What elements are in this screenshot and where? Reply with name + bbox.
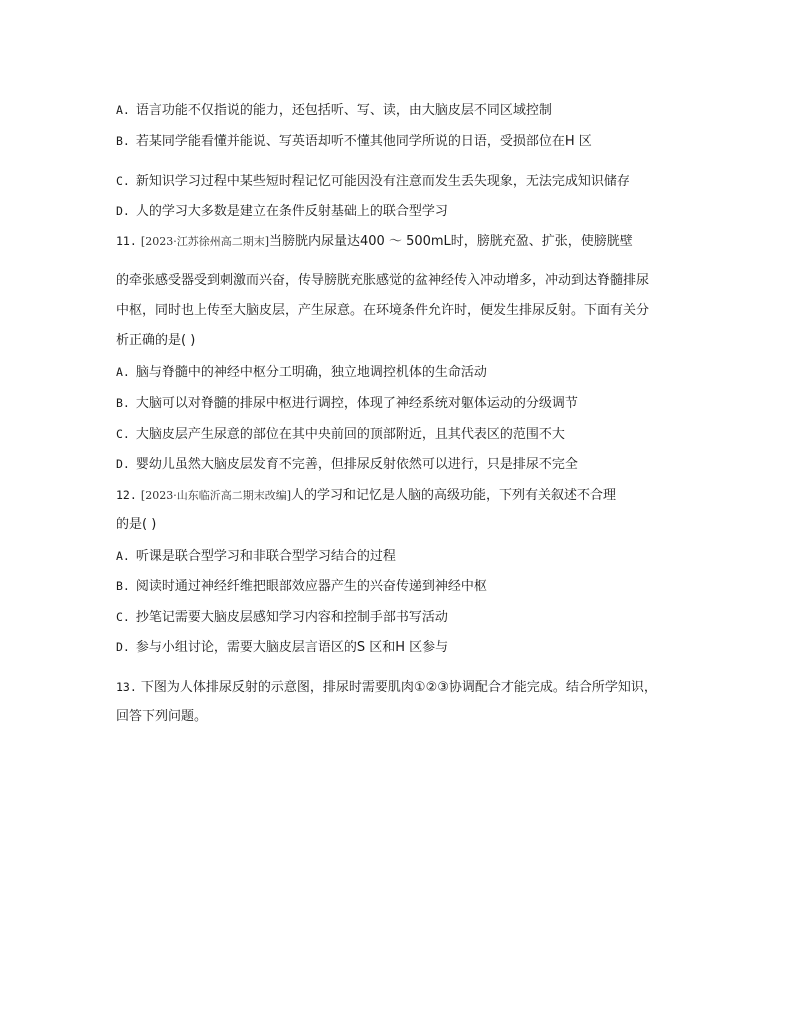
q12-option-c (116, 607, 686, 628)
q11-option-d (116, 454, 686, 475)
option-text: 婴幼儿虽然大脑皮层发育不完善，但排尿反射依然可以进行，只是排尿不完全 (135, 457, 578, 472)
stem-text: 人的学习和记忆是人脑的高级功能，下列有关叙述不合理 (291, 488, 617, 503)
q11-option-c (116, 424, 686, 445)
q11-option-a (116, 362, 686, 383)
option-text: 大脑可以对脊髓的排尿中枢进行调控，体现了神经系统对躯体运动的分级调节 (135, 396, 578, 411)
q12-option-d (116, 637, 686, 658)
stem-text: 回答下列问题。 (116, 709, 208, 724)
option-text: 听课是联合型学习和非联合型学习结合的过程 (135, 549, 396, 564)
option-text: 脑与脊髓中的神经中枢分工明确，独立地调控机体的生命活动 (135, 365, 487, 380)
option-text: 大脑皮层产生尿意的部位在其中央前回的顶部附近，且其代表区的范围不大 (135, 427, 565, 442)
option-letter: D. (116, 204, 130, 218)
q11-option-b (116, 393, 686, 414)
question-number: 13. (116, 680, 137, 694)
q10-option-d (116, 201, 686, 222)
stem-text: 的牵张感受器受到刺激而兴奋，传导膀胱充胀感觉的盆神经传入冲动增多，冲动到达脊髓排尿 (116, 273, 650, 288)
option-letter: C. (116, 427, 130, 441)
stem-text: 当膀胱内尿量达400 ～ 500mL时，膀胱充盈、扩张，使膀胱壁 (269, 234, 633, 249)
question-source: [2023·山东临沂高二期末改编] (140, 489, 291, 502)
option-text: 参与小组讨论，需要大脑皮层言语区的S 区和H 区参与 (135, 640, 449, 655)
q11-stem-line-1 (116, 231, 686, 252)
option-letter: D. (116, 640, 130, 654)
q10-option-a (116, 100, 686, 121)
q13-stem-line-1 (116, 677, 686, 698)
q12-option-b (116, 576, 686, 597)
option-letter: C. (116, 610, 130, 624)
option-letter: A. (116, 549, 130, 563)
question-number: 11. (116, 234, 137, 248)
option-text: 人的学习大多数是建立在条件反射基础上的联合型学习 (135, 204, 448, 219)
q10-option-c (116, 171, 686, 192)
q11-stem-line-3 (116, 301, 686, 321)
option-letter: A. (116, 365, 130, 379)
q11-stem-line-4 (116, 331, 686, 351)
q12-option-a (116, 546, 686, 567)
q12-stem-line-2 (116, 515, 686, 535)
stem-text: 下图为人体排尿反射的示意图，排尿时需要肌肉①②③协调配合才能完成。结合所学知识， (136, 680, 657, 695)
q10-option-b (116, 131, 686, 152)
option-text: 语言功能不仅指说的能力，还包括听、写、读，由大脑皮层不同区域控制 (135, 103, 552, 118)
question-number: 12. (116, 488, 137, 502)
option-letter: C. (116, 174, 130, 188)
q13-stem-line-2 (116, 707, 686, 727)
option-letter: A. (116, 103, 130, 117)
option-text: 若某同学能看懂并能说、写英语却听不懂其他同学所说的日语，受损部位在H 区 (135, 134, 592, 149)
q11-stem-line-2 (116, 271, 686, 291)
option-text: 抄笔记需要大脑皮层感知学习内容和控制手部书写活动 (135, 610, 448, 625)
stem-text: 中枢，同时也上传至大脑皮层，产生尿意。在环境条件允许时，便发生排尿反射。下面有关分 (116, 303, 650, 318)
option-letter: B. (116, 134, 130, 148)
q12-stem-line-1 (116, 485, 686, 506)
option-text: 新知识学习过程中某些短时程记忆可能因没有注意而发生丢失现象，无法完成知识储存 (135, 174, 630, 189)
option-letter: B. (116, 579, 130, 593)
stem-text: 析正确的是( ) (116, 333, 196, 348)
question-source: [2023·江苏徐州高二期末] (140, 235, 269, 248)
option-text: 阅读时通过神经纤维把眼部效应器产生的兴奋传递到神经中枢 (135, 579, 487, 594)
option-letter: D. (116, 457, 130, 471)
stem-text: 的是( ) (116, 517, 157, 532)
option-letter: B. (116, 396, 130, 410)
